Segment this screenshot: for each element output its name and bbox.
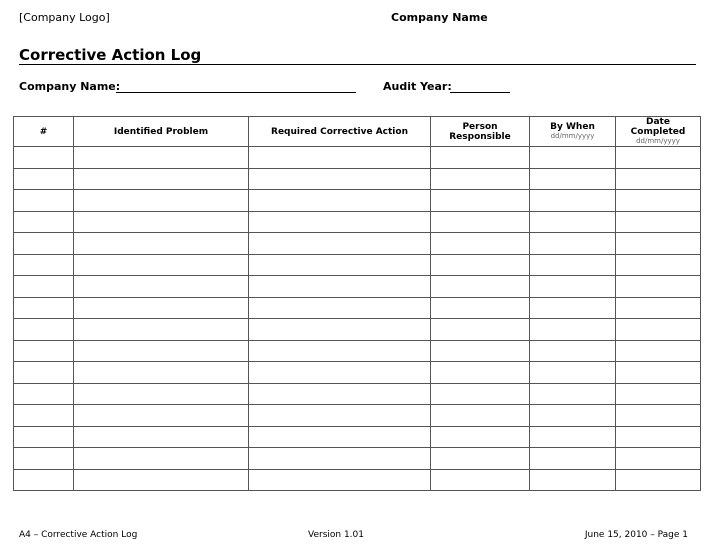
- table-cell[interactable]: [14, 168, 74, 190]
- table-cell[interactable]: [14, 405, 74, 427]
- column-header-identified-problem: Identified Problem: [74, 117, 249, 147]
- table-cell[interactable]: [616, 168, 701, 190]
- table-row: [14, 383, 701, 405]
- table-cell[interactable]: [14, 190, 74, 212]
- table-row: [14, 362, 701, 384]
- table-cell[interactable]: [14, 254, 74, 276]
- column-header-by-when: By When dd/mm/yyyy: [530, 117, 616, 147]
- column-header-required-action: Required Corrective Action: [249, 117, 431, 147]
- table-cell[interactable]: [249, 276, 431, 298]
- table-cell[interactable]: [74, 362, 249, 384]
- corrective-action-table: [13, 116, 701, 491]
- table-cell[interactable]: [74, 211, 249, 233]
- table-cell[interactable]: [249, 405, 431, 427]
- table-cell[interactable]: [431, 276, 530, 298]
- table-cell[interactable]: [431, 319, 530, 341]
- table-cell[interactable]: [616, 233, 701, 255]
- table-cell[interactable]: [431, 362, 530, 384]
- table-cell[interactable]: [14, 297, 74, 319]
- table-cell[interactable]: [616, 297, 701, 319]
- table-cell[interactable]: [249, 147, 431, 169]
- table-cell[interactable]: [74, 426, 249, 448]
- table-cell[interactable]: [530, 168, 616, 190]
- company-name-label: Company Name:: [19, 80, 121, 93]
- table-cell[interactable]: [74, 319, 249, 341]
- table-cell[interactable]: [431, 211, 530, 233]
- column-header-number: #: [14, 117, 74, 147]
- company-name-header: Company Name: [391, 11, 488, 24]
- title-divider: [19, 64, 696, 65]
- table-cell[interactable]: [74, 448, 249, 470]
- table-cell[interactable]: [74, 233, 249, 255]
- table-cell[interactable]: [14, 469, 74, 491]
- table-cell[interactable]: [431, 383, 530, 405]
- table-cell[interactable]: [14, 211, 74, 233]
- table-cell[interactable]: [431, 405, 530, 427]
- table-cell[interactable]: [74, 340, 249, 362]
- table-cell[interactable]: [616, 319, 701, 341]
- table-cell[interactable]: [249, 340, 431, 362]
- table-cell[interactable]: [616, 362, 701, 384]
- table-cell[interactable]: [530, 297, 616, 319]
- table-cell[interactable]: [249, 448, 431, 470]
- table-cell[interactable]: [14, 362, 74, 384]
- table-cell[interactable]: [616, 469, 701, 491]
- table-cell[interactable]: [431, 168, 530, 190]
- table-row: [14, 211, 701, 233]
- table-cell[interactable]: [530, 319, 616, 341]
- table-cell[interactable]: [530, 190, 616, 212]
- table-cell[interactable]: [530, 340, 616, 362]
- table-cell[interactable]: [530, 211, 616, 233]
- table-cell[interactable]: [249, 233, 431, 255]
- table-body: [14, 147, 701, 491]
- table-cell[interactable]: [249, 426, 431, 448]
- table-cell[interactable]: [74, 405, 249, 427]
- table-row: [14, 319, 701, 341]
- table-cell[interactable]: [616, 211, 701, 233]
- table-cell[interactable]: [74, 254, 249, 276]
- table-cell[interactable]: [74, 147, 249, 169]
- table-cell[interactable]: [431, 448, 530, 470]
- table-cell[interactable]: [530, 469, 616, 491]
- table-cell[interactable]: [530, 254, 616, 276]
- table-cell[interactable]: [14, 426, 74, 448]
- date-completed-format: dd/mm/yyyy: [636, 137, 680, 145]
- table-row: [14, 405, 701, 427]
- table-cell[interactable]: [74, 168, 249, 190]
- table-row: [14, 254, 701, 276]
- table-cell[interactable]: [14, 340, 74, 362]
- table-cell[interactable]: [431, 233, 530, 255]
- table-cell[interactable]: [74, 276, 249, 298]
- footer-document-name: A4 – Corrective Action Log: [19, 530, 138, 540]
- table-cell[interactable]: [14, 147, 74, 169]
- table-header-row: [14, 117, 701, 147]
- footer-version: Version 1.01: [308, 530, 364, 540]
- table-cell[interactable]: [530, 448, 616, 470]
- table-cell[interactable]: [14, 233, 74, 255]
- table-cell[interactable]: [530, 426, 616, 448]
- table-cell[interactable]: [431, 190, 530, 212]
- table-row: [14, 147, 701, 169]
- table-cell[interactable]: [431, 297, 530, 319]
- table-cell[interactable]: [431, 426, 530, 448]
- audit-year-field[interactable]: [450, 92, 510, 93]
- table-cell[interactable]: [249, 362, 431, 384]
- table-cell[interactable]: [249, 254, 431, 276]
- table-cell[interactable]: [616, 276, 701, 298]
- table-cell[interactable]: [14, 276, 74, 298]
- table-cell[interactable]: [530, 276, 616, 298]
- table-cell[interactable]: [249, 469, 431, 491]
- table-cell[interactable]: [616, 448, 701, 470]
- table-row: [14, 233, 701, 255]
- table-cell[interactable]: [530, 233, 616, 255]
- table-cell[interactable]: [530, 383, 616, 405]
- table-row: [14, 297, 701, 319]
- table-cell[interactable]: [249, 168, 431, 190]
- table-cell[interactable]: [14, 383, 74, 405]
- table-cell[interactable]: [249, 211, 431, 233]
- table-cell[interactable]: [14, 319, 74, 341]
- column-header-date-completed: Date Completed dd/mm/yyyy: [616, 117, 701, 147]
- footer-date-page: June 15, 2010 – Page 1: [584, 530, 688, 540]
- table-cell[interactable]: [616, 147, 701, 169]
- table-cell[interactable]: [74, 297, 249, 319]
- table-cell[interactable]: [616, 254, 701, 276]
- table-cell[interactable]: [14, 448, 74, 470]
- table-row: [14, 276, 701, 298]
- page-title: Corrective Action Log: [19, 46, 202, 64]
- table-cell[interactable]: [74, 469, 249, 491]
- table-cell[interactable]: [616, 190, 701, 212]
- table-cell[interactable]: [249, 190, 431, 212]
- table-cell[interactable]: [249, 319, 431, 341]
- table-cell[interactable]: [74, 190, 249, 212]
- table-row: [14, 168, 701, 190]
- table-row: [14, 469, 701, 491]
- column-header-person-responsible: Person Responsible: [431, 117, 530, 147]
- table-cell[interactable]: [616, 426, 701, 448]
- table-cell[interactable]: [74, 383, 249, 405]
- audit-year-label: Audit Year:: [383, 80, 452, 93]
- company-name-field[interactable]: [116, 92, 356, 93]
- table-cell[interactable]: [616, 383, 701, 405]
- table-cell[interactable]: [530, 362, 616, 384]
- table-row: [14, 426, 701, 448]
- table-cell[interactable]: [431, 469, 530, 491]
- company-logo-placeholder: [Company Logo]: [19, 11, 110, 24]
- table-cell[interactable]: [249, 383, 431, 405]
- table-cell[interactable]: [530, 405, 616, 427]
- table-cell[interactable]: [616, 340, 701, 362]
- table-row: [14, 448, 701, 470]
- table-cell[interactable]: [530, 147, 616, 169]
- table-cell[interactable]: [616, 405, 701, 427]
- table-row: [14, 190, 701, 212]
- table-cell[interactable]: [431, 340, 530, 362]
- table-cell[interactable]: [431, 254, 530, 276]
- table-cell[interactable]: [431, 147, 530, 169]
- by-when-format: dd/mm/yyyy: [550, 132, 595, 140]
- table-cell[interactable]: [249, 297, 431, 319]
- table-row: [14, 340, 701, 362]
